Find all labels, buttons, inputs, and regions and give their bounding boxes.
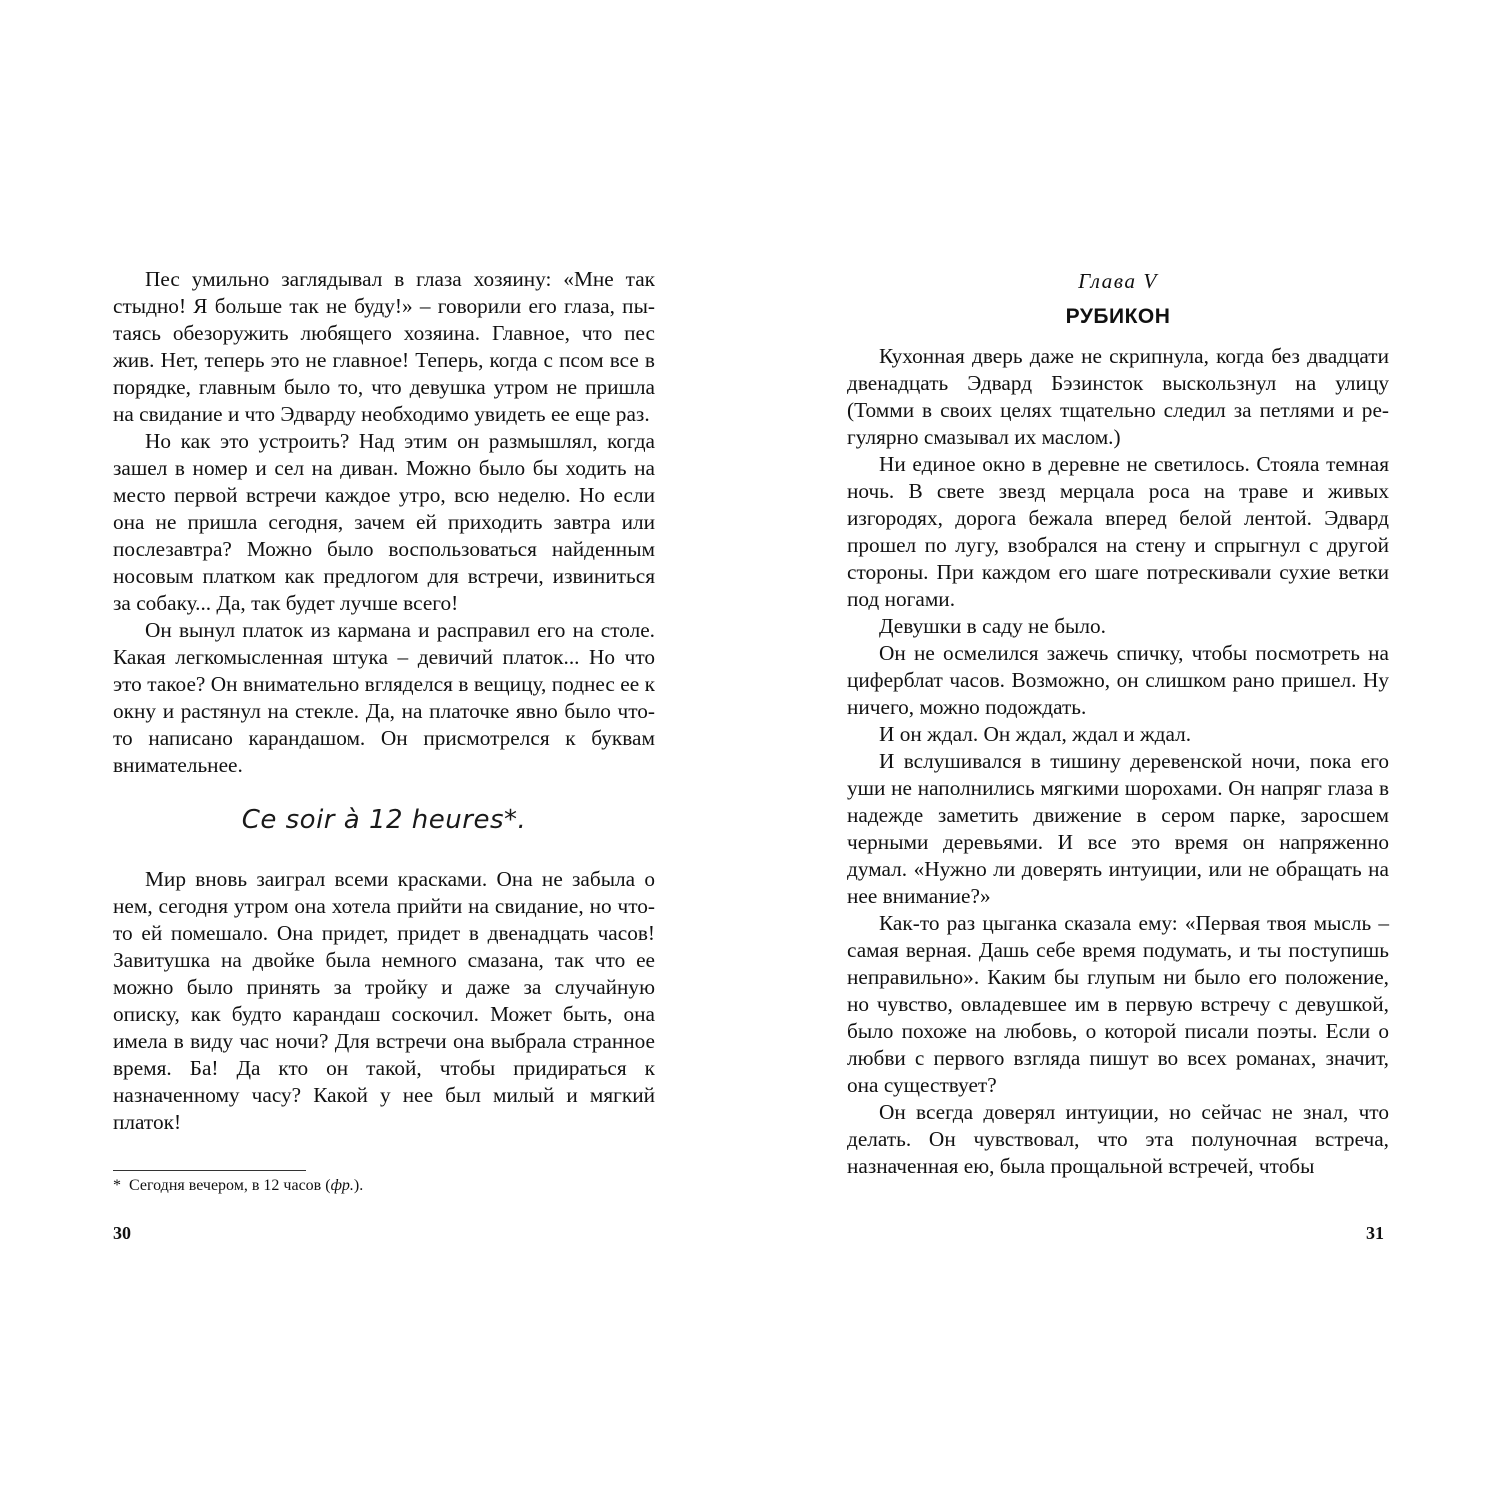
footnote-close-paren: ). <box>353 1177 364 1194</box>
paragraph: Кухонная дверь даже не скрипнула, когда без двадцати двенадцать Эдвард Бэзинсток выскользнул на улицу (Томми в своих целях тщательно следил за петлями и регулярно смазывал их маслом.) <box>847 344 1389 449</box>
handwritten-note: Ce soir à 12 heures*. <box>241 805 527 835</box>
paragraph: И вслушивался в тишину деревенской ночи, пока его уши не наполнились мягкими шорохами. Он напряг глаза в надежде заметить движение в сером парке, заросшем черными деревьями. И все это время он напряженно думал. «Нужно ли доверять интуиции, или не обращать на нее внимание?» <box>847 749 1389 908</box>
paragraph: Как-то раз цыганка сказала ему: «Первая твоя мысль – самая верная. Дашь себе время подумать, и ты поступишь неправильно». Каким бы глупым ни было его положение, но чувство, овладевшее им в первую встречу с девушкой, было похоже на любовь, о которой писали поэты. Если о любви с первого взгляда пишут во всех романах, значит, она существует? <box>847 911 1389 1097</box>
paragraph: Пес умильно заглядывал в глаза хозяину: «Мне так стыдно! Я больше так не буду!» – говорили его глаза, пытаясь обезоружить любящего хозяина. Главное, что пес жив. Нет, теперь это не главное! Теперь, когда с псом все в порядке, главным было то, что девушка утром не пришла на свидание и что Эдварду необходимо увидеть ее еще раз. <box>113 267 655 426</box>
footnote-language: фр. <box>330 1177 354 1194</box>
footnote-open-paren: ( <box>325 1177 331 1194</box>
chapter-title: РУБИКОН <box>1065 305 1171 328</box>
paragraph: Ни единое окно в деревне не светилось. Стояла темная ночь. В свете звезд мерцала роса на траве и живых изгородях, дорога бежала вперед белой лентой. Эдвард прошел по лугу, взобрался на стену и спрыгнул с другой стороны. При каждом его шаге потрескивали сухие ветки под ногами. <box>847 452 1389 611</box>
footnote-body: Сегодня вечером, в 12 часов <box>129 1177 322 1194</box>
right-page <box>847 266 1389 1180</box>
footnote <box>113 1170 655 1197</box>
paragraph: Девушки в саду не было. <box>879 614 1106 638</box>
footnote-marker: * <box>113 1177 121 1194</box>
page-number-left: 30 <box>113 1223 131 1243</box>
paragraph: Он не осмелился зажечь спичку, чтобы посмотреть на циферблат часов. Возможно, он слишком рано пришел. Ну ничего, можно подождать. <box>847 641 1389 719</box>
paragraph: Но как это устроить? Над этим он размышлял, когда зашел в номер и сел на диван. Можно было бы ходить на место первой встречи каждое утро, всю неделю. Но если она не пришла сегодня, зачем ей приходить завтра или послезавтра? Можно было воспользоваться найденным носовым платком как предлогом для встречи, извиниться за собаку... Да, так будет лучше всего! <box>113 429 655 615</box>
paragraph: Мир вновь заиграл всеми красками. Она не забыла о нем, сегодня утром она хотела прийти на свидание, но что-то ей помешало. Она придет, придет в двенадцать часов! Завитушка на двойке была немного смазана, так что ее можно было принять за тройку и даже за случайную описку, как будто карандаш соскочил. Может быть, она имела в виду час ночи? Для встречи она выбрала странное время. Ба! Да кто он такой, чтобы придираться к назначенному часу? Какой у нее был милый и мягкий платок! <box>113 867 655 1134</box>
left-page <box>113 266 655 1136</box>
footnote-divider <box>113 1170 306 1171</box>
paragraph: Он вынул платок из кармана и расправил его на столе. Какая легкомысленная штука – девичий платок... Но что это такое? Он внимательно вгляделся в вещицу, поднес ее к окну и растянул на стекле. Да, на платочке явно было что-то написано карандашом. Он присмотрелся к буквам внимательнее. <box>113 618 655 777</box>
chapter-label: Глава V <box>1078 269 1158 293</box>
paragraph: И он ждал. Он ждал, ждал и ждал. <box>879 722 1192 746</box>
page-number-right: 31 <box>1366 1223 1384 1243</box>
footnote-text <box>113 1175 655 1197</box>
paragraph: Он всегда доверял интуиции, но сейчас не знал, что делать. Он чувствовал, что эта полуночная встреча, назначенная ею, была прощальной встречей, чтобы <box>847 1100 1389 1178</box>
